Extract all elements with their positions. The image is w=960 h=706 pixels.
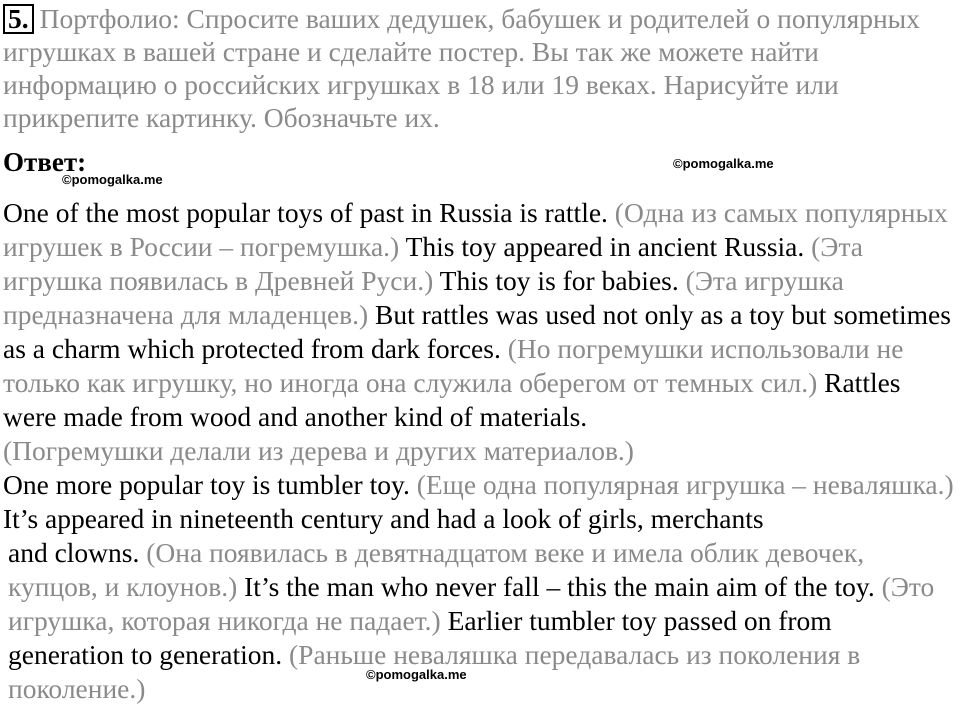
- russian-translation: (Но погремушки использовали не только как игрушку, но иногда она служила оберегом от темных сил.): [3, 333, 904, 398]
- english-sentence: But rattles was used not only as a toy but sometimes as a charm which protected from dark forces.: [3, 299, 951, 364]
- russian-translation: (Погремушки делали из дерева и других материалов.): [3, 435, 634, 466]
- english-sentence: and clowns.: [8, 537, 140, 568]
- russian-translation: (Эта игрушка предназначена для младенцев.): [3, 265, 844, 330]
- task-statement: [3, 2, 958, 134]
- russian-translation: (Раньше неваляшка передавалась из поколения в поколение.): [8, 639, 861, 704]
- watermark: ©pomogalka.me: [366, 667, 467, 682]
- answer-label: Ответ:: [3, 147, 87, 177]
- english-sentence: This toy appeared in ancient Russia.: [405, 231, 805, 262]
- russian-translation: (Эта игрушка появилась в Древней Руси.): [3, 231, 864, 296]
- english-sentence: It’s appeared in nineteenth century and had a look of girls, merchants: [3, 503, 764, 534]
- russian-translation: (Одна из самых популярных игрушек в России – погремушка.): [3, 197, 948, 262]
- english-sentence: One more popular toy is tumbler toy.: [3, 469, 410, 500]
- english-sentence: It’s the man who never fall – this the main aim of the toy.: [244, 571, 875, 602]
- russian-translation: (Еще одна популярная игрушка – неваляшка.): [416, 469, 954, 500]
- watermark: ©pomogalka.me: [62, 172, 163, 187]
- watermark: ©pomogalka.me: [673, 156, 774, 171]
- task-text: Портфолио: Спросите ваших дедушек, бабушек и родителей о популярных игрушках в вашей стране и сделайте постер. Вы так же можете найти информацию о российских игрушках в 18 или 19 веках. Нарисуйте или прикрепите картинку. Обозначьте их.: [3, 3, 920, 133]
- english-sentence: Earlier tumbler toy passed on from generation to generation.: [8, 605, 832, 670]
- answer-paragraph-2: [8, 536, 953, 706]
- english-sentence: This toy is for babies.: [439, 265, 679, 296]
- task-number: 5.: [3, 4, 34, 34]
- english-sentence: Rattles were made from wood and another kind of materials.: [3, 367, 901, 432]
- english-sentence: One of the most popular toys of past in Russia is rattle.: [3, 197, 608, 228]
- russian-translation: (Она появилась в девятнадцатом веке и имела облик девочек, купцов, и клоунов.): [8, 537, 865, 602]
- russian-translation: (Это игрушка, которая никогда не падает.): [8, 571, 935, 636]
- answer-paragraph-1: [3, 196, 958, 536]
